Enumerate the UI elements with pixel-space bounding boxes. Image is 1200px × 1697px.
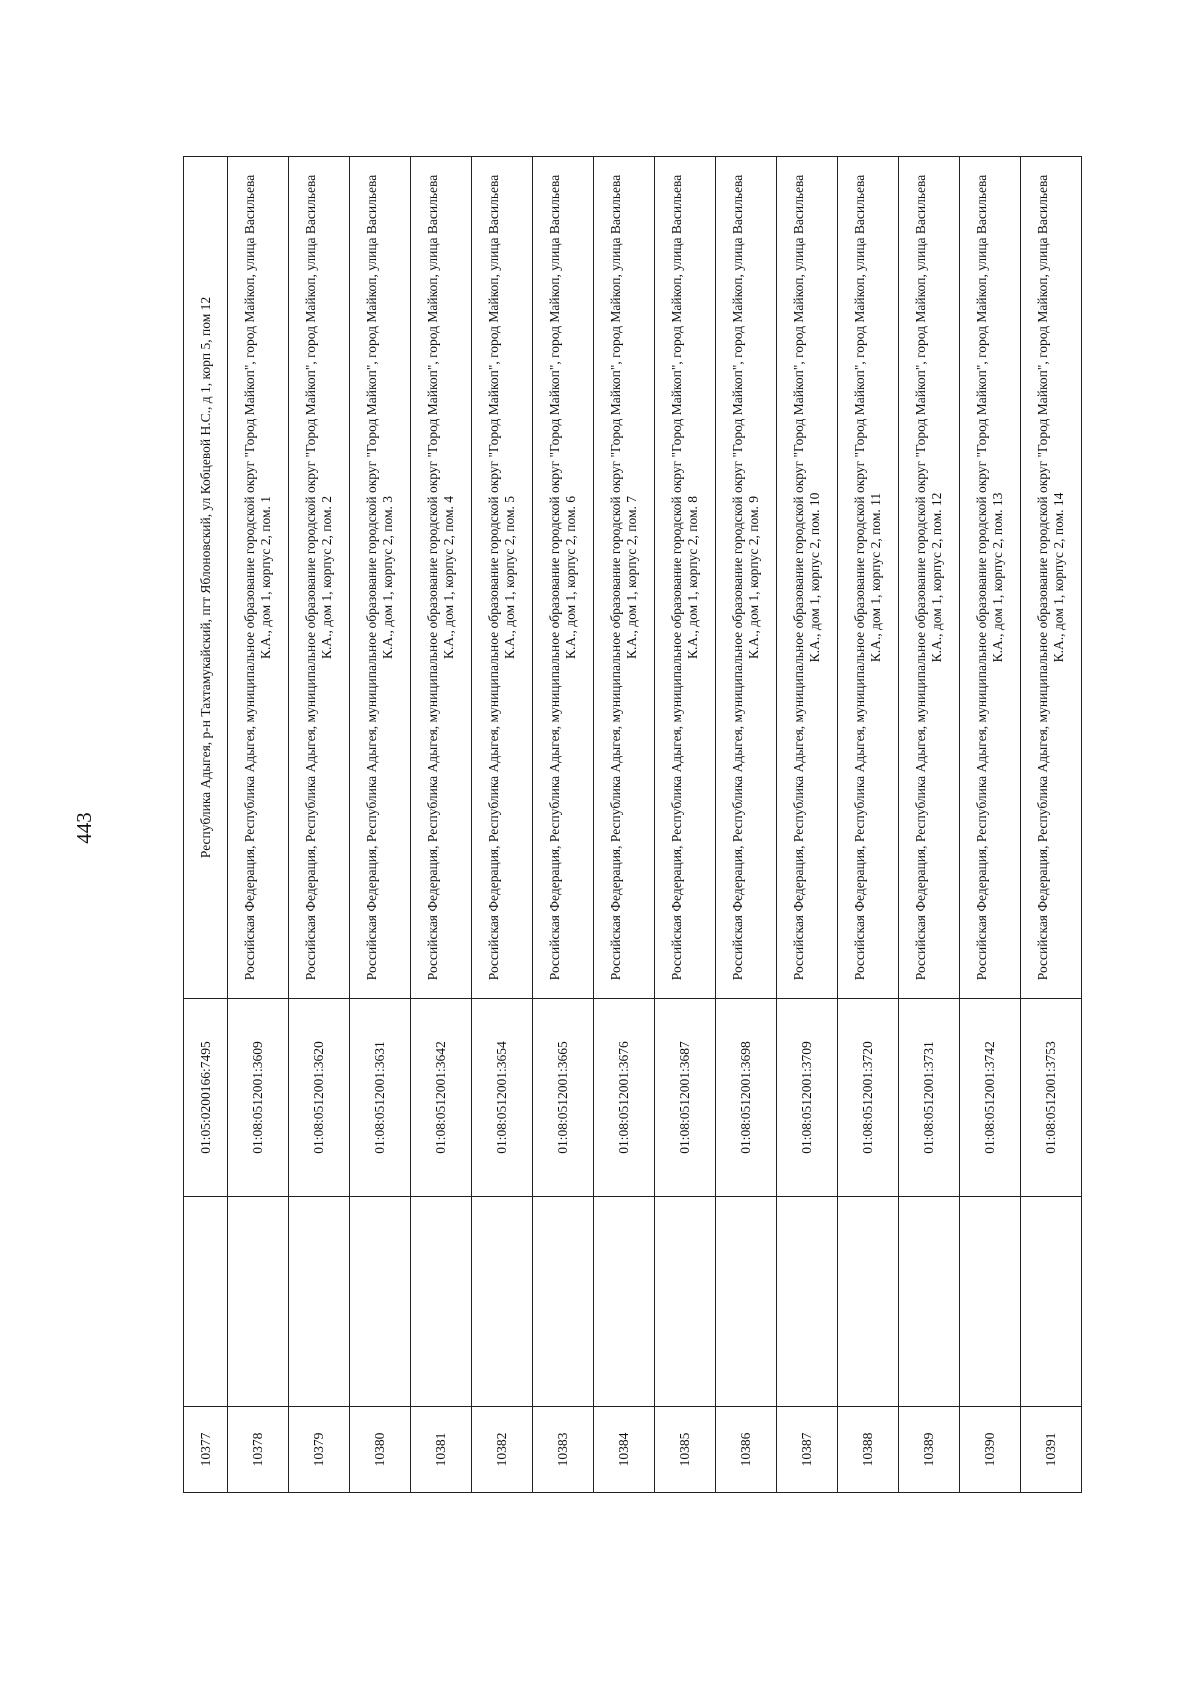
address-cell: Российская Федерация, Республика Адыгея, муниципальное образование городской округ "Город Майкоп", город Майкоп, улица Васильева К.А., дом 1, корпус 2, пом. 5	[472, 157, 533, 999]
empty-cell	[289, 1197, 350, 1407]
row-number-cell: 10381	[411, 1407, 472, 1493]
row-number-cell: 10384	[594, 1407, 655, 1493]
page-number: 443	[72, 812, 96, 844]
cadastral-number-cell: 01:08:0512001:3709	[777, 999, 838, 1197]
address-cell: Российская Федерация, Республика Адыгея, муниципальное образование городской округ "Город Майкоп", город Майкоп, улица Васильева К.А., дом 1, корпус 2, пом. 3	[350, 157, 411, 999]
cadastral-number-cell: 01:08:0512001:3742	[960, 999, 1021, 1197]
cadastral-number-cell: 01:05:0200166:7495	[184, 999, 228, 1197]
cadastral-number-cell: 01:08:0512001:3753	[1021, 999, 1082, 1197]
row-number-cell: 10377	[184, 1407, 228, 1493]
cadastral-number-cell: 01:08:0512001:3731	[899, 999, 960, 1197]
table-row	[350, 157, 411, 1493]
row-number-cell: 10383	[533, 1407, 594, 1493]
row-number-cell: 10390	[960, 1407, 1021, 1493]
row-number-cell: 10379	[289, 1407, 350, 1493]
address-cell: Российская Федерация, Республика Адыгея, муниципальное образование городской округ "Город Майкоп", город Майкоп, улица Васильева К.А., дом 1, корпус 2, пом. 9	[716, 157, 777, 999]
address-cell: Российская Федерация, Республика Адыгея, муниципальное образование городской округ "Город Майкоп", город Майкоп, улица Васильева К.А., дом 1, корпус 2, пом. 8	[655, 157, 716, 999]
empty-cell	[594, 1197, 655, 1407]
empty-cell	[838, 1197, 899, 1407]
empty-cell	[472, 1197, 533, 1407]
cadastral-number-cell: 01:08:0512001:3720	[838, 999, 899, 1197]
empty-cell	[1021, 1197, 1082, 1407]
cadastral-number-cell: 01:08:0512001:3687	[655, 999, 716, 1197]
table-row	[472, 157, 533, 1493]
registry-table-body	[184, 157, 1082, 1493]
table-row	[960, 157, 1021, 1493]
address-cell: Российская Федерация, Республика Адыгея, муниципальное образование городской округ "Город Майкоп", город Майкоп, улица Васильева К.А., дом 1, корпус 2, пом. 1	[228, 157, 289, 999]
row-number-cell: 10387	[777, 1407, 838, 1493]
table-row	[716, 157, 777, 1493]
empty-cell	[184, 1197, 228, 1407]
address-cell: Российская Федерация, Республика Адыгея, муниципальное образование городской округ "Город Майкоп", город Майкоп, улица Васильева К.А., дом 1, корпус 2, пом. 4	[411, 157, 472, 999]
empty-cell	[533, 1197, 594, 1407]
table-row	[655, 157, 716, 1493]
row-number-cell: 10380	[350, 1407, 411, 1493]
empty-cell	[899, 1197, 960, 1407]
empty-cell	[777, 1197, 838, 1407]
table-row	[289, 157, 350, 1493]
row-number-cell: 10385	[655, 1407, 716, 1493]
empty-cell	[350, 1197, 411, 1407]
cadastral-number-cell: 01:08:0512001:3698	[716, 999, 777, 1197]
cadastral-number-cell: 01:08:0512001:3676	[594, 999, 655, 1197]
table-row	[838, 157, 899, 1493]
table-row	[777, 157, 838, 1493]
address-cell: Российская Федерация, Республика Адыгея, муниципальное образование городской округ "Город Майкоп", город Майкоп, улица Васильева К.А., дом 1, корпус 2, пом. 11	[838, 157, 899, 999]
table-row	[1021, 157, 1082, 1493]
table-row	[594, 157, 655, 1493]
address-cell: Российская Федерация, Республика Адыгея, муниципальное образование городской округ "Город Майкоп", город Майкоп, улица Васильева К.А., дом 1, корпус 2, пом. 12	[899, 157, 960, 999]
registry-table	[183, 156, 1082, 1493]
table-row	[228, 157, 289, 1493]
address-cell: Российская Федерация, Республика Адыгея, муниципальное образование городской округ "Город Майкоп", город Майкоп, улица Васильева К.А., дом 1, корпус 2, пом. 10	[777, 157, 838, 999]
cadastral-number-cell: 01:08:0512001:3665	[533, 999, 594, 1197]
table-row	[899, 157, 960, 1493]
address-cell: Российская Федерация, Республика Адыгея, муниципальное образование городской округ "Город Майкоп", город Майкоп, улица Васильева К.А., дом 1, корпус 2, пом. 13	[960, 157, 1021, 999]
cadastral-number-cell: 01:08:0512001:3609	[228, 999, 289, 1197]
registry-table-rotated	[183, 157, 1083, 1493]
cadastral-number-cell: 01:08:0512001:3642	[411, 999, 472, 1197]
table-row	[411, 157, 472, 1493]
row-number-cell: 10388	[838, 1407, 899, 1493]
row-number-cell: 10391	[1021, 1407, 1082, 1493]
address-cell: Российская Федерация, Республика Адыгея, муниципальное образование городской округ "Город Майкоп", город Майкоп, улица Васильева К.А., дом 1, корпус 2, пом. 14	[1021, 157, 1082, 999]
empty-cell	[228, 1197, 289, 1407]
empty-cell	[655, 1197, 716, 1407]
cadastral-number-cell: 01:08:0512001:3654	[472, 999, 533, 1197]
empty-cell	[411, 1197, 472, 1407]
empty-cell	[960, 1197, 1021, 1407]
row-number-cell: 10389	[899, 1407, 960, 1493]
table-row	[533, 157, 594, 1493]
address-cell: Российская Федерация, Республика Адыгея, муниципальное образование городской округ "Город Майкоп", город Майкоп, улица Васильева К.А., дом 1, корпус 2, пом. 2	[289, 157, 350, 999]
address-cell: Российская Федерация, Республика Адыгея, муниципальное образование городской округ "Город Майкоп", город Майкоп, улица Васильева К.А., дом 1, корпус 2, пом. 7	[594, 157, 655, 999]
address-cell: Российская Федерация, Республика Адыгея, муниципальное образование городской округ "Город Майкоп", город Майкоп, улица Васильева К.А., дом 1, корпус 2, пом. 6	[533, 157, 594, 999]
row-number-cell: 10386	[716, 1407, 777, 1493]
row-number-cell: 10382	[472, 1407, 533, 1493]
row-number-cell: 10378	[228, 1407, 289, 1493]
cadastral-number-cell: 01:08:0512001:3631	[350, 999, 411, 1197]
table-row	[184, 157, 228, 1493]
cadastral-number-cell: 01:08:0512001:3620	[289, 999, 350, 1197]
address-cell: Республика Адыгея, р-н Тахтамукайский, пгт Яблоновский, ул Кобцевой Н.С., д 1, корп 5, пом 12	[184, 157, 228, 999]
empty-cell	[716, 1197, 777, 1407]
